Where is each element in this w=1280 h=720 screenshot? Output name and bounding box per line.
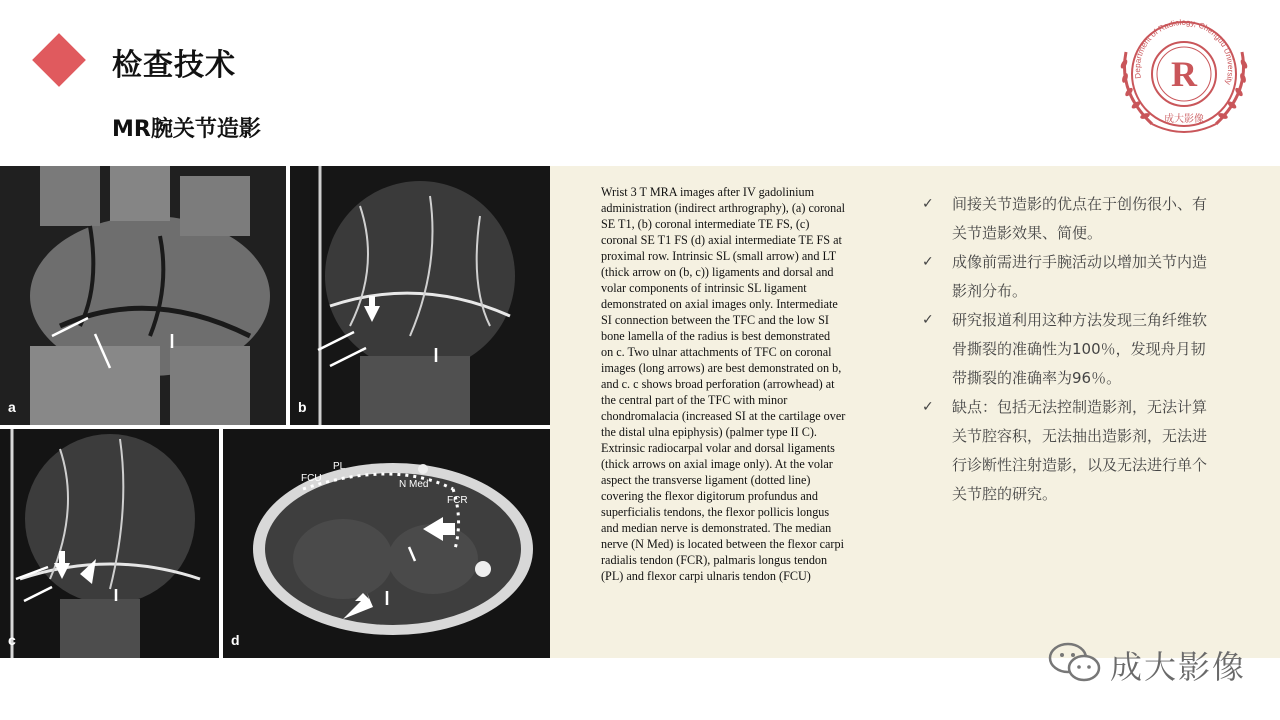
- caption-line: (PL) and flexor carpi ulnaris tendon (FCU): [601, 569, 811, 583]
- figure-a: [0, 166, 286, 425]
- figure-b-image: [290, 166, 550, 425]
- bullet-line: 带撕裂的准确率为96％。: [952, 369, 1122, 387]
- bullet-line: 关节腔的研究。: [952, 485, 1058, 503]
- caption-line: chondromalacia (increased SI at the cartilage over: [601, 409, 846, 423]
- check-icon: ✓: [922, 399, 934, 415]
- title-diamond-icon: [32, 33, 86, 87]
- label-pl: PL: [333, 461, 346, 472]
- bullet-item: [922, 393, 1242, 509]
- logo-bottom-text: 成大影像: [1164, 114, 1204, 125]
- caption-line: coronal SE T1 FS (d) axial intermediate TE FS at: [601, 233, 842, 247]
- caption-line: radialis tendon (FCR), palmaris longus tendon: [601, 553, 828, 567]
- bullet-line: 缺点：包括无法控制造影剂，无法计算: [952, 398, 1208, 416]
- caption-line: volar components of intrinsic SL ligament: [601, 281, 807, 295]
- figure-d-label: d: [231, 632, 240, 648]
- check-icon: ✓: [922, 254, 934, 270]
- figure-a-label: a: [8, 399, 16, 415]
- caption-line: Wrist 3 T MRA images after IV gadolinium: [601, 185, 815, 199]
- bullet-item: [922, 190, 1242, 248]
- caption-line: SE T1, (b) coronal intermediate TE FS, (c): [601, 217, 810, 231]
- caption-line: (thick arrow on (b, c)) ligaments and dorsal and: [601, 265, 834, 279]
- caption-line: superficialis tendons, the flexor pollicis longus: [601, 505, 830, 519]
- bullet-item: [922, 248, 1242, 306]
- figure-d-image: [223, 429, 550, 658]
- bullet-line: 成像前需进行手腕活动以增加关节内造: [952, 253, 1208, 271]
- page-title: 检查技术: [112, 48, 236, 83]
- footer-brand: 成大影像: [1110, 648, 1247, 686]
- check-icon: ✓: [922, 196, 934, 212]
- department-logo: [1112, 12, 1256, 140]
- figure-c-image: [0, 429, 219, 658]
- caption-line: covering the flexor digitorum profundus and: [601, 489, 818, 503]
- figure-a-image: [0, 166, 286, 425]
- figure-b-label: b: [298, 399, 307, 415]
- check-icon: ✓: [922, 312, 934, 328]
- caption-line: images (long arrows) are best demonstrated on b,: [601, 361, 842, 375]
- caption-line: administration (indirect arthrography), (a) coronal: [601, 201, 845, 215]
- caption-line: nerve (N Med) is located between the flexor carpi: [601, 537, 844, 551]
- caption-line: aspect the transverse ligament (dotted line): [601, 473, 811, 487]
- logo-letter: R: [1171, 54, 1197, 94]
- bullet-line: 影剂分布。: [952, 282, 1028, 300]
- caption-line: on c. Two ulnar attachments of TFC on coronal: [601, 345, 832, 359]
- caption-line: the distal ulna epiphysis) (palmer type II C).: [601, 425, 817, 439]
- caption-line: and c. c shows broad perforation (arrowhead) at: [601, 377, 835, 391]
- caption-line: SI connection between the TFC and the low SI: [601, 313, 829, 327]
- caption-line: (thick arrows on axial image only). At the volar: [601, 457, 833, 471]
- figure-b: [290, 166, 550, 425]
- caption-line: Extrinsic radiocarpal volar and dorsal ligaments: [601, 441, 835, 455]
- caption-line: the central part of the TFC with minor: [601, 393, 788, 407]
- label-n-med: N Med: [399, 479, 429, 490]
- caption-line: demonstrated on axial images only. Intermediate: [601, 297, 838, 311]
- caption-line: proximal row. Intrinsic SL (small arrow) and LT: [601, 249, 837, 263]
- bullet-line: 研究报道利用这种方法发现三角纤维软: [952, 311, 1208, 329]
- wechat-icon: [1046, 640, 1106, 684]
- bullet-line: 关节造影效果、简便。: [952, 224, 1103, 242]
- logo-ring-text: Department of Radiology, Chengdu University: [1132, 17, 1236, 86]
- bullet-item: [922, 306, 1242, 393]
- caption-line: and median nerve is demonstrated. The median: [601, 521, 832, 535]
- figure-d: [223, 429, 550, 658]
- bullet-line: 行诊断性注射造影，以及无法进行单个: [952, 456, 1208, 474]
- page-subtitle: MR腕关节造影: [112, 117, 261, 142]
- label-fcu: FCU: [301, 473, 322, 484]
- caption-line: bone lamella of the radius is best demonstrated: [601, 329, 831, 343]
- figure-caption: [601, 184, 873, 584]
- bullet-line: 关节腔容积，无法抽出造影剂，无法进: [952, 427, 1208, 445]
- figure-c: [0, 429, 219, 658]
- figure-c-label: c: [8, 632, 16, 648]
- bullet-list: [922, 190, 1242, 509]
- bullet-line: 间接关节造影的优点在于创伤很小、有: [952, 195, 1208, 213]
- bullet-line: 骨撕裂的准确性为100％，发现舟月韧: [952, 340, 1206, 358]
- label-fcr: FCR: [447, 495, 468, 506]
